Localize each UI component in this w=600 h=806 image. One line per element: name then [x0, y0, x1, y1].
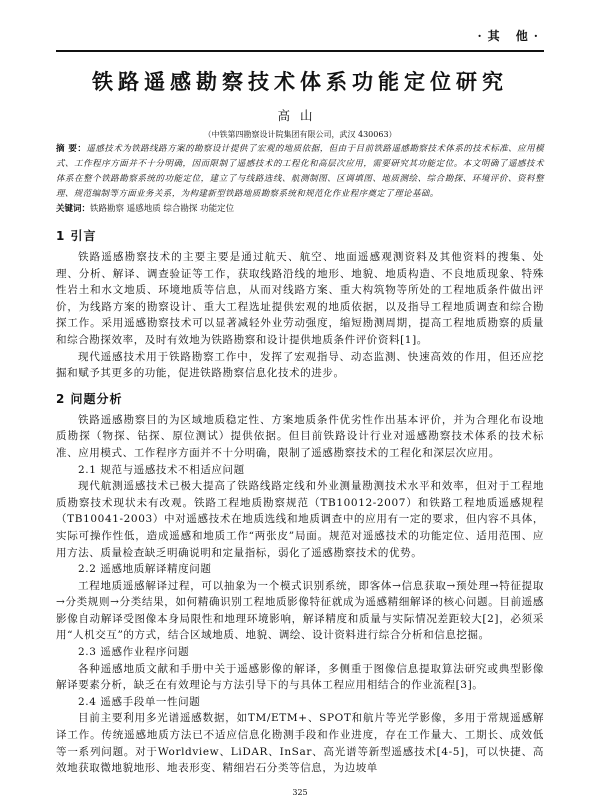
paragraph: 铁路遥感勘察技术的主要主要是通过航天、航空、地面遥感观测资料及其他资料的搜集、处理、分析、解译、调查验证等工作，获取线路沿线的地形、地貌、地质构造、不良地质现象、特殊性岩土和水文地质、环境地质等信息，从而对线路方案、重大构筑物等所处的工程地质条件做出评价，为线路方案的勘察设计、重大工程选址提供宏观的地质依据，以及指导工程地质调查和综合勘探工作。采用遥感勘察技术可以显著减轻外业劳动强度，缩短勘测周期，提高工程地质勘察的质量和综合勘探效率，及时有效地为铁路勘察和设计提供地质条件评价资料[1]。: [56, 251, 544, 346]
abstract-text: 遥感技术为铁路线路方案的勘察设计提供了宏观的地质依据，但由于目前铁路遥感勘察技术体系的技术标准、应用模式、工作程序方面并不十分明确，因而限制了遥感技术的工程化和高层次应用，需要研究其功能定位。本文明确了遥感技术体系在整个铁路勘察系统的功能定位，建立了与线路选线、航测制图、区调填图、地质测绘、综合勘探、环境评价、资料整理、规范编制等方面业务关系，为构建新型铁路地质勘察系统和规范化作业程序奠定了理论基础。: [56, 144, 544, 199]
page: [56, 0, 544, 806]
keywords-label: 关键词：: [56, 204, 91, 214]
paragraph: 各种遥感地质文献和手册中关于遥感影像的解译，多侧重于图像信息提取算法研究或典型影像解译要素分析，缺乏在有效理论与方法引导下的与具体工程应用相结合的作业流程[3]。: [56, 662, 544, 692]
keywords: [56, 202, 544, 217]
subsection-heading: 2.3 遥感作业程序问题: [78, 646, 190, 659]
author: 高山: [277, 108, 323, 123]
paragraph: 工程地质遥感解译过程，可以抽象为一个模式识别系统，即客体→信息获取→预处理→特征提取→分类规则→分类结果，如何精确识别工程地质影像特征就成为遥感精细解译的核心问题。目前遥感影像自动解译受图像本身局限性和地理环境影响，解译精度和质量与实际情况差距较大[2]，必须采用“人机交互”的方式，结合区域地质、地貌、调绘、设计资料进行综合分析和信息挖掘。: [56, 579, 544, 642]
paragraph: 现代航测遥感技术已极大提高了铁路线路定线和外业测量勘测技术水平和效率，但对于工程地质勘察技术现状未有改观。铁路工程地质勘察规范（TB10012-2007）和铁路工程地质遥感规程（TB10041-2003）中对遥感技术在地质选线和地质调查中的应用有一定的要求，但内容不具体，实际可操作性低，造成遥感和地质工作“两张皮”局面。规范对遥感技术的功能定位、适用范围、应用方法、质量检查缺乏明确说明和定量指标，弱化了遥感勘察技术的优势。: [56, 480, 544, 559]
body: [56, 227, 544, 777]
paragraph: 现代遥感技术用于铁路勘察工作中，发挥了宏观指导、动态监测、快速高效的作用，但还应挖掘和赋予其更多的功能，促进铁路勘察信息化技术的进步。: [56, 350, 544, 380]
header-rule: [56, 50, 544, 52]
section-heading: 2 问题分析: [56, 391, 123, 406]
affiliation: （中铁第四勘察设计院集团有限公司，武汉 430063）: [203, 130, 397, 139]
paper-title: 铁路遥感勘察技术体系功能定位研究: [92, 70, 508, 94]
subsection-heading: 2.4 遥感手段单一性问题: [78, 695, 201, 708]
abstract: [56, 142, 544, 202]
page-number: 325: [292, 787, 308, 797]
keywords-text: 铁路勘察 遥感地质 综合勘探 功能定位: [90, 204, 235, 214]
subsection-heading: 2.2 遥感地质解译精度问题: [78, 563, 212, 576]
paragraph: 目前主要利用多光谱遥感数据，如TM/ETM+、SPOT和航片等光学影像，多用于常规遥感解译工作。传统遥感地质方法已不适应信息化勘测手段和作业进度，存在工作量大、工期长、成效低等一系列问题。对于Worldview、LiDAR、InSar、高光谱等新型遥感技术[4-5]，可以快捷、高效地获取微地貌地形、地表形变、精细岩石分类等信息，为边坡单: [56, 712, 544, 775]
subsection-heading: 2.1 规范与遥感技术不相适应问题: [78, 463, 245, 476]
abstract-label: 摘 要：: [56, 144, 87, 154]
section-heading: 1 引言: [56, 229, 97, 243]
paragraph: 铁路遥感勘察目的为区域地质稳定性、方案地质条件优劣性作出基本评价，并为合理化布设地质勘探（物探、钻探、原位测试）提供依据。但目前铁路设计行业对遥感勘察技术体系的技术标准、应用模式、工作程序方面并不十分明确，限制了遥感勘察技术的工程化和深层次应用。: [56, 413, 544, 459]
running-header: ·其 他·: [477, 29, 544, 43]
